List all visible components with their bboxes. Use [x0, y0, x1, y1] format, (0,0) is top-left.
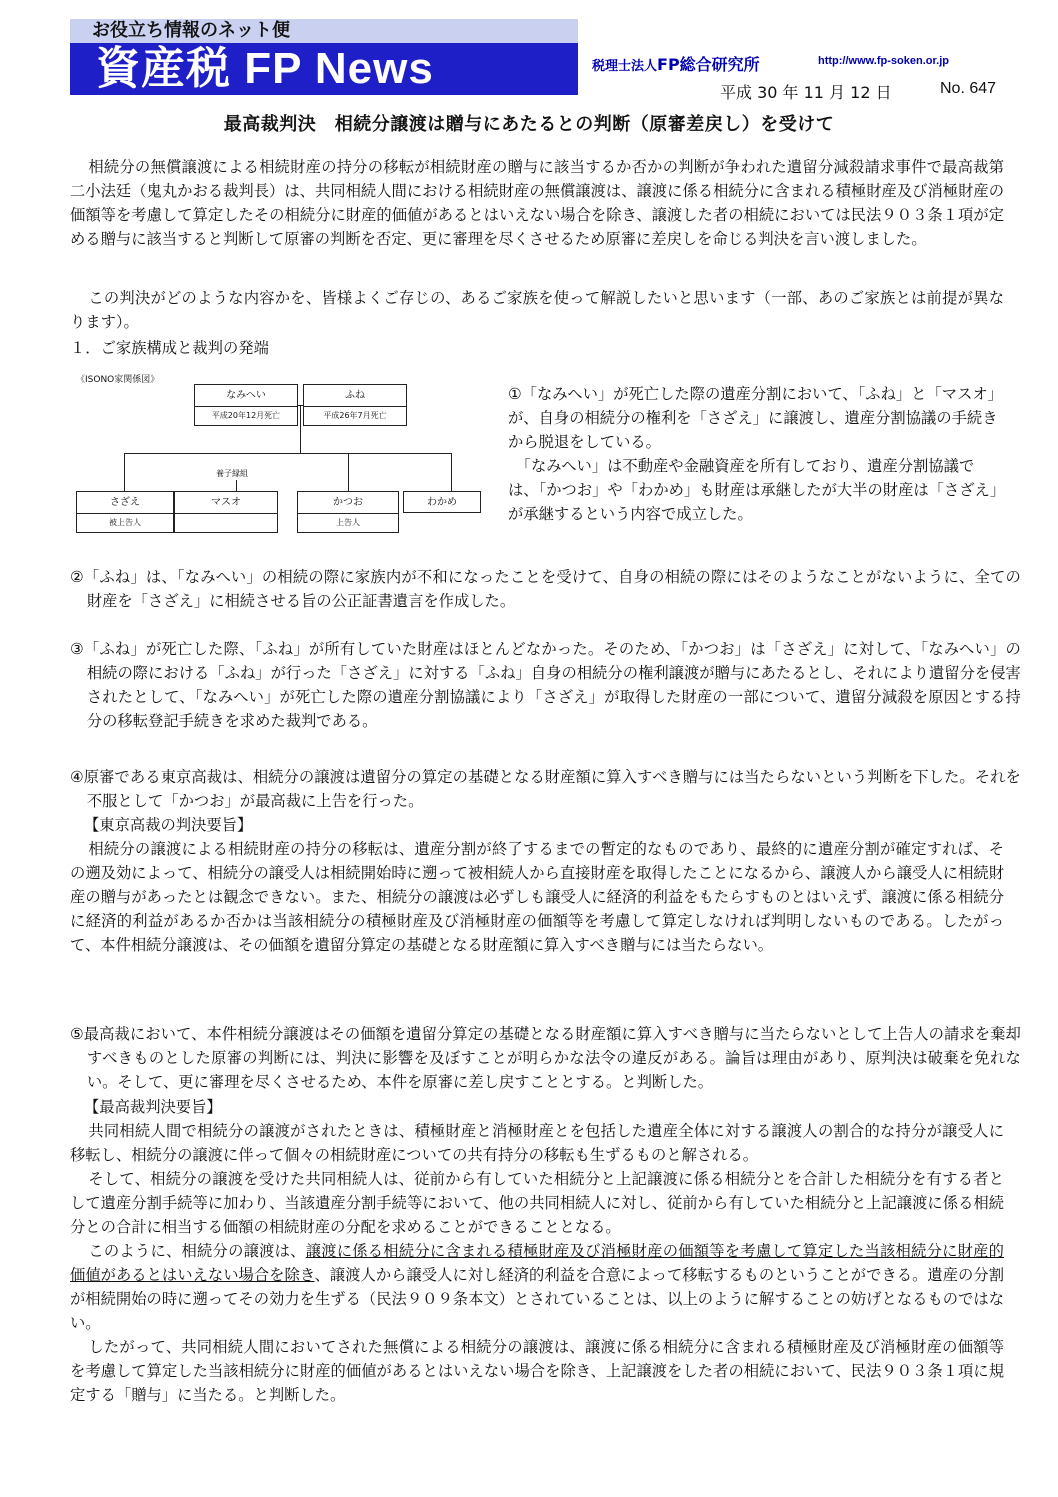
person-box-masuo — [174, 491, 278, 533]
point-4: ④原審である東京高裁は、相続分の譲渡は遺留分の算定の基礎となる財産額に算入すべき贈与には当たらないという判断を下した。それを不服として「かつお」が最高裁に上告を行った。 — [70, 768, 1021, 810]
supreme-p3-start: このように、相続分の譲渡は、 — [88, 1242, 306, 1260]
issue-number: No. 647 — [940, 80, 997, 97]
point-5: ⑤最高裁において、本件相続分譲渡はその価額を遺留分算定の基礎となる財産額に算入すべき贈与に当たらないとして上告人の請求を棄却すべきものとした原審の判断には、判決に影響を及ぼすことが明らかな法令の違反がある。論旨は理由があり、原判決は破棄を免れない。そして、更に審理を尽くさせるため、本件を原審に差し戻すこととする。と判断した。 — [70, 1025, 1021, 1091]
person-note — [175, 514, 277, 532]
supreme-paragraph-1: 共同相続人間で相続分の譲渡がされたときは、積極財産と消極財産とを包括した遺産全体に対する譲渡人の割合的な持分が譲受人に移転し、相続分の譲渡に伴って個々の相続財産についての共有持分の移転も生ずるものと解される。 — [70, 1122, 1004, 1164]
child-line-wakame — [451, 453, 452, 491]
intro-paragraph-2: この判決がどのような内容かを、皆様よくご存じの、あるご家族を使って解説したいと思います（一部、あのご家族とは前提が異なります）。 — [70, 289, 1004, 331]
person-name: なみへい — [195, 385, 297, 407]
supreme-p3-underlined: 譲渡に係る相続分に含まれる積極財産及び消極財産の価額等を考慮して算定した当該相続分に財産的価値があるとはいえない場合を除き — [70, 1242, 1004, 1284]
diagram-label: 《ISONO家関係図》 — [76, 375, 160, 385]
supreme-paragraph-4: したがって、共同相続人間においてされた無償による相続分の譲渡は、譲渡に係る相続分に含まれる積極財産及び消極財産の価額等を考慮して算定した当該相続分に財産的価値があるとはいえない場合を除き、上記譲渡をした者の相続において、民法９０３条１項に規定する「贈与」に当たる。と判断した。 — [70, 1338, 1004, 1404]
person-note: 上告人 — [336, 518, 360, 527]
person-box-sazae — [76, 491, 174, 533]
person-name: わかめ — [427, 497, 457, 508]
person-note: 平成26年7月死亡 — [323, 411, 387, 420]
person-name: かつお — [298, 492, 398, 514]
supreme-p3-end: 、譲渡人から譲受人に対し経済的利益を合意によって移転するものということができる。遺産の分割が相続開始の時に遡ってその効力を生ずる（民法９０９条本文）とされていることは、以上のように解することの妨げとなるものではない。 — [70, 1266, 1004, 1332]
intro-paragraph-1: 相続分の無償譲渡による相続財産の持分の移転が相続財産の贈与に該当するか否かの判断が争われた遺留分減殺請求事件で最高裁第二小法廷（鬼丸かおる裁判長）は、共同相続人間における相続財産の無償譲渡は、譲渡に係る相続分に含まれる積極財産及び消極財産の価額等を考慮して算定したその相続分に財産的価値があるとはいえない場合を除き、譲渡した者の相続においては民法９０３条１項が定める贈与に該当すると判断して原審の判断を否定、更に審理を尽くさせるため原審に差戻しを命じる判決を言い渡しました。 — [70, 158, 1004, 248]
person-name: ふね — [304, 385, 406, 407]
document-title: 最高裁判決 相続分譲渡は贈与にあたるとの判断（原審差戻し）を受けて — [223, 114, 835, 135]
person-note: 平成20年12月死亡 — [211, 411, 281, 420]
point-3: ③「ふね」が死亡した際、「ふね」が所有していた財産はほとんどなかった。そのため、「かつお」は「さざえ」に対して、「なみへい」の相続の際における「ふね」が行った「さざえ」に対する「ふね」自身の相続分の権利譲渡が贈与にあたるとし、それにより遺留分を侵害されたとして、「なみへい」が死亡した際の遺産分割協議により「さざえ」が取得した財産の一部について、遺留分減殺を原因とする持分の移転登記手続きを求めた裁判である。 — [70, 640, 1021, 730]
tokyo-heading: 【東京高裁の判決要旨】 — [84, 816, 253, 834]
child-line-sazae — [124, 453, 125, 491]
publisher — [592, 52, 760, 75]
section-heading-1: １．ご家族構成と裁判の発端 — [70, 339, 269, 357]
publisher-url[interactable]: http://www.fp-soken.or.jp — [818, 55, 949, 67]
issue-date: 平成 30 年 11 月 12 日 — [720, 83, 892, 102]
publisher-prefix: 税理士法人 — [592, 59, 658, 74]
newsletter-title: 資産税 FP News — [96, 44, 434, 93]
header-tagline: お役立ち情報のネット便 — [70, 19, 578, 43]
person-box-wakame — [403, 491, 481, 513]
person-note: 被上告人 — [109, 518, 141, 527]
publisher-name: FP総合研究所 — [657, 55, 760, 74]
sibling-line — [124, 453, 452, 454]
point-1-paragraph: ①「なみへい」が死亡した際の遺産分割において、「ふね」と「マスオ」が、自身の相続分の権利を「さざえ」に譲渡し、遺産分割協議の手続きから脱退をしている。 — [508, 385, 998, 451]
descent-line — [300, 405, 301, 453]
person-box-katsuo — [297, 491, 399, 533]
child-line-katsuo — [348, 453, 349, 491]
person-box-namihei — [194, 384, 298, 426]
person-name: さざえ — [77, 492, 173, 514]
supreme-paragraph-2: そして、相続分の譲渡を受けた共同相続人は、従前から有していた相続分と上記譲渡に係る相続分とを合計した相続分を有する者として遺産分割手続等に加わり、当該遺産分割手続等において、他の共同相続人に対し、従前から有していた相続分と上記譲渡に係る相続分との合計に相当する価額の相続財産の分配を求めることができることとなる。 — [70, 1170, 1004, 1236]
adoption-label: 養子縁組 — [216, 469, 248, 478]
child-line-masuo — [236, 480, 237, 491]
tokyo-summary: 相続分の譲渡による相続財産の持分の移転は、遺産分割が終了するまでの暫定的なものであり、最終的に遺産分割が確定すれば、その遡及効によって、相続分の譲受人は相続開始時に遡って被相続人から直接財産を取得したことになるから、譲渡人から譲受人に相続財産の贈与があったとは観念できない。また、相続分の譲渡は必ずしも譲受人に経済的利益をもたらすものとはいえず、譲渡に係る相続分に経済的利益があるか否かは当該相続分の積極財産及び消極財産の価額等を考慮して算定しなければ判明しないものである。したがって、本件相続分譲渡は、その価額を遺留分算定の基礎となる財産額に算入すべき贈与には当たらない。 — [70, 840, 1004, 954]
supreme-heading: 【最高裁判決要旨】 — [84, 1098, 222, 1116]
supreme-paragraph-3 — [70, 1239, 1004, 1335]
point-1 — [508, 382, 998, 526]
person-name: マスオ — [175, 492, 277, 514]
family-diagram — [76, 372, 480, 542]
point-1-detail: 「なみへい」は不動産や金融資産を所有しており、遺産分割協議では、「かつお」や「わかめ」も財産は承継したが大半の財産は「さざえ」が承継するという内容で成立した。 — [508, 457, 998, 523]
person-box-fune — [303, 384, 407, 426]
point-2: ②「ふね」は、「なみへい」の相続の際に家族内が不和になったことを受けて、自身の相続の際にはそのようなことがないように、全ての財産を「さざえ」に相続させる旨の公正証書遺言を作成した。 — [70, 568, 1021, 610]
